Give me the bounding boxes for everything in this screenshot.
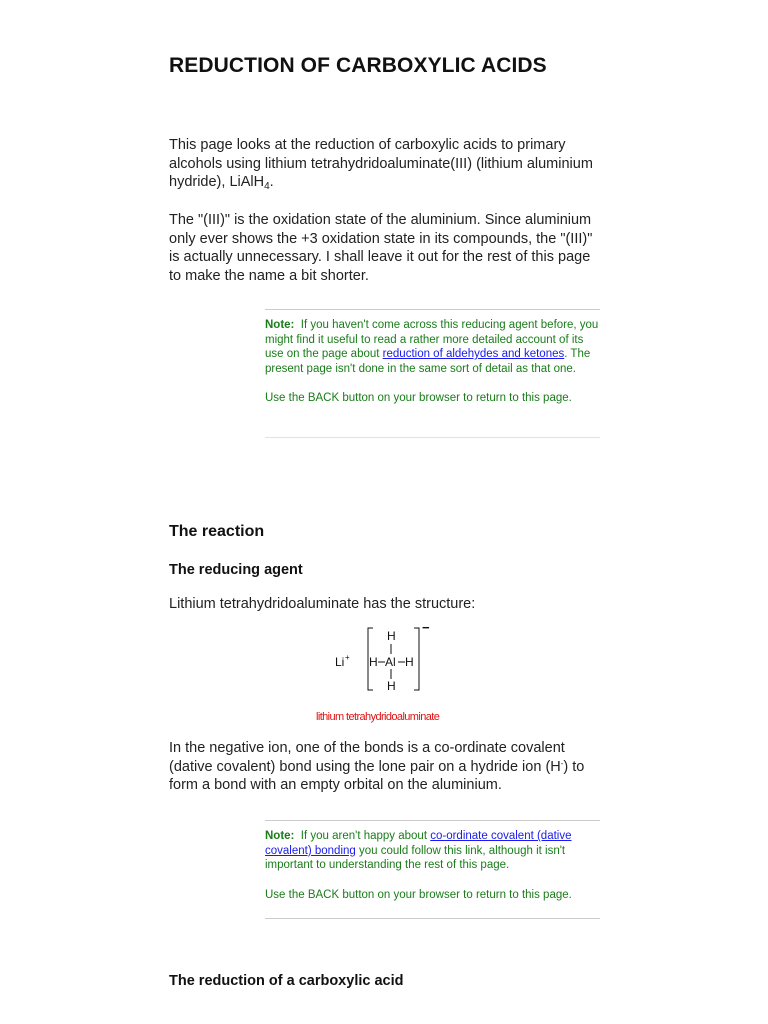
- back-instruction: Use the BACK button on your browser to return to this page.: [265, 888, 572, 901]
- hydrogen-bottom: H: [387, 679, 396, 693]
- subscript-4: 4: [264, 181, 270, 192]
- structure-intro: Lithium tetrahydridoaluminate has the structure:: [169, 596, 476, 612]
- note-box-reducing-agent: Note: If you haven't come across this reducing agent before, you might find it useful to read a rather more detailed account of its use on the page about reduction of aldehydes and ketones. The present page isn't done in the same sort of detail as that one. Use the BACK button on your browser to return to this page.: [265, 309, 600, 438]
- subheading-reducing-agent: The reducing agent: [169, 562, 303, 578]
- intro-paragraph-1: This page looks at the reduction of carboxylic acids to primary alcohols using lithium tetrahydridoaluminate(III) (lithium aluminium hydride), LiAlH$_4$.: [169, 137, 593, 192]
- hydrogen-left: H: [369, 655, 378, 669]
- lithium-tetrahydridoaluminate-structure: [309, 622, 469, 696]
- aluminium-atom: Al: [385, 655, 396, 669]
- intro-paragraph-2: The "(III)" is the oxidation state of the aluminium. Since aluminium only ever shows the +3 oxidation state in its compounds, the "(III)" is actually unnecessary. I shall leave it out for the rest of this page to make the name a bit shorter.: [169, 212, 593, 284]
- link-reduction-aldehydes-ketones[interactable]: reduction of aldehydes and ketones: [382, 348, 565, 361]
- dative-bond-paragraph: In the negative ion, one of the bonds is a co-ordinate covalent (dative covalent) bond using the lone pair on a hydride ion (H-) to form a bond with an empty orbital on the aluminium.: [169, 740, 585, 793]
- cation-charge: +: [345, 653, 350, 662]
- note-box-dative-bonding: Note: If you aren't happy about co-ordinate covalent (dative covalent) bonding you could follow this link, although it isn't important to understanding the rest of this page. Use the BACK button on your browser to return to this page.: [265, 820, 600, 919]
- link-coordinate-covalent-bonding[interactable]: co-ordinate covalent (dative covalent) bonding: [265, 830, 572, 857]
- note-label: Note:: [265, 830, 295, 842]
- right-bracket: [414, 628, 419, 690]
- note-label: Note:: [265, 319, 295, 331]
- back-instruction: Use the BACK button on your browser to return to this page.: [265, 392, 572, 405]
- superscript-minus: -: [560, 758, 564, 768]
- page-title: REDUCTION OF CARBOXYLIC ACIDS: [169, 54, 547, 77]
- section-heading-reaction: The reaction: [169, 523, 265, 540]
- structure-caption: lithium tetrahydridoaluminate: [316, 711, 440, 723]
- subheading-reduction-carboxylic-acid: The reduction of a carboxylic acid: [169, 973, 404, 989]
- cation-label: Li: [335, 655, 345, 669]
- anion-charge: −: [422, 622, 430, 635]
- hydrogen-top: H: [387, 629, 396, 643]
- hydrogen-right: H: [405, 655, 414, 669]
